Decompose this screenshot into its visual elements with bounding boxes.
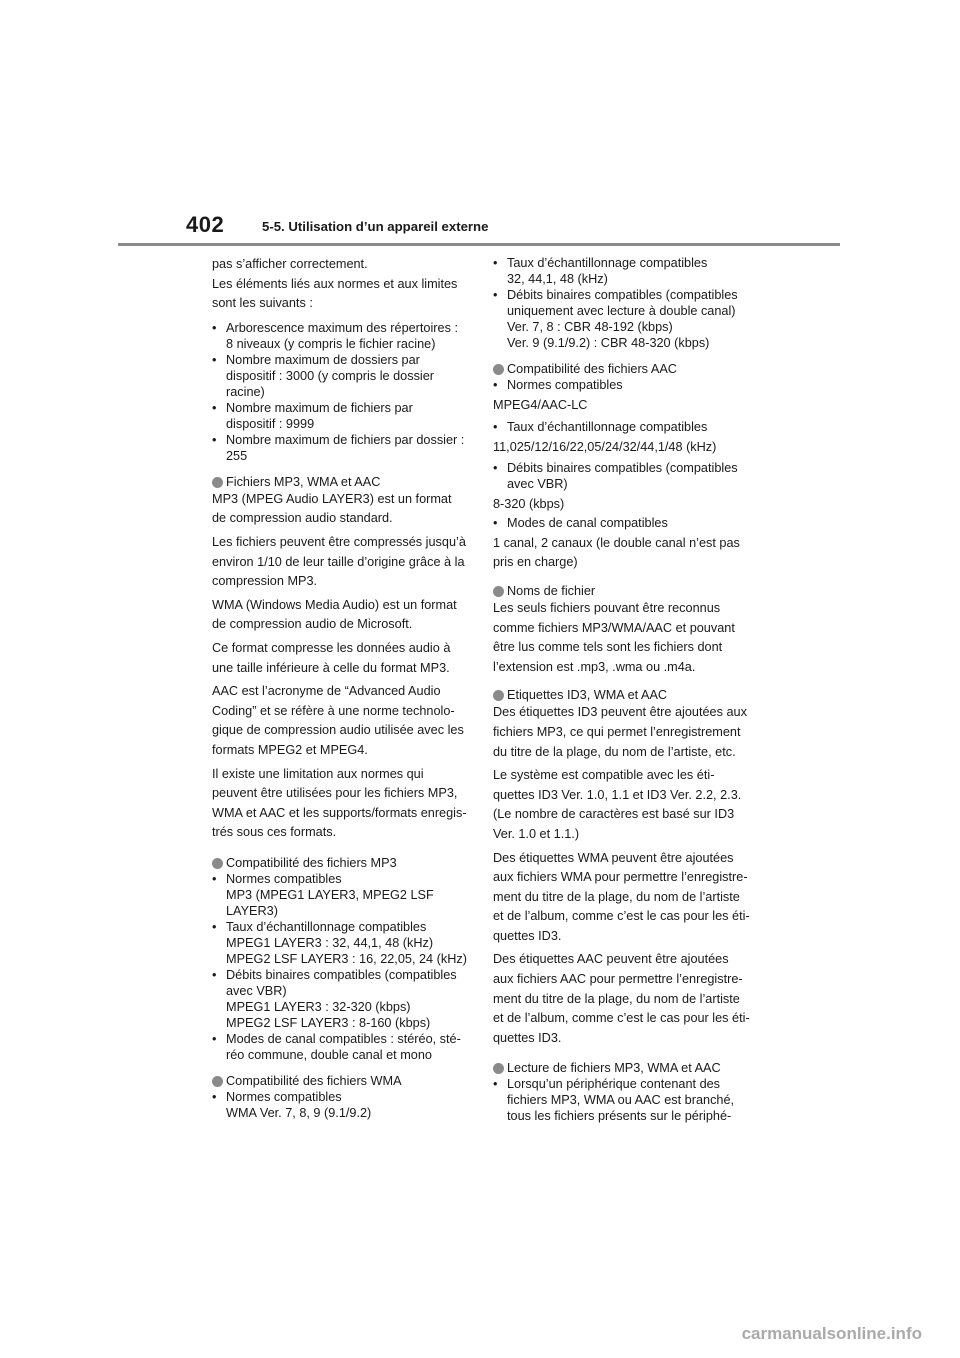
bullet-icon: •	[212, 352, 217, 367]
list-item: • Débits binaires compatibles (compatibles uniquement avec lecture à double canal) Ver. 7, 8 : CBR 48-192 (kbps) Ver. 9 (9.1/9.2) : CBR 48-320 (kbps)	[493, 288, 738, 350]
tags-section	[493, 687, 765, 1048]
text-line: Des étiquettes ID3 peuvent être ajoutées aux	[493, 705, 747, 720]
circle-bullet-icon	[493, 364, 504, 375]
text-line: peuvent être utilisées pour les fichiers MP3,	[212, 786, 458, 801]
list-item: • Lorsqu’un périphérique contenant des fichiers MP3, WMA ou AAC est branché, tous les fichiers présents sur le périphé-	[493, 1077, 735, 1124]
list-item: • Nombre maximum de dossiers par dispositif : 3000 (y compris le dossier racine)	[212, 352, 435, 399]
right-column	[493, 255, 765, 1124]
watermark: carmanualsonline.info	[741, 1324, 922, 1343]
circle-bullet-icon	[493, 690, 504, 701]
bullet-icon: •	[212, 919, 217, 934]
list-item: • Normes compatibles WMA Ver. 7, 8, 9 (9.1/9.2)	[212, 1089, 372, 1120]
text-line: Le système est compatible avec les éti-	[493, 768, 715, 783]
list-item: • Taux d’échantillonnage compatibles 32, 44,1, 48 (kHz)	[493, 256, 708, 286]
text-line: du titre de la plage, du nom de l’artiste, etc.	[493, 744, 736, 759]
text-line: pas s’afficher correctement.	[212, 257, 368, 271]
text-line: l’extension est .mp3, .wma ou .m4a.	[493, 659, 696, 674]
bullet-icon: •	[212, 432, 217, 447]
bullet-icon: •	[493, 378, 498, 392]
list-item: • Modes de canal compatibles	[493, 515, 668, 530]
text-line: ment du titre de la plage, du nom de l’artiste	[493, 889, 740, 904]
wma-section	[212, 1073, 484, 1121]
text-line: être lus comme tels sont les fichiers dont	[493, 640, 723, 655]
circle-bullet-icon	[212, 858, 223, 869]
section-heading: Fichiers MP3, WMA et AAC	[212, 474, 484, 490]
text-line: Des étiquettes WMA peuvent être ajoutées	[493, 850, 734, 865]
text-line: gique de compression audio utilisée avec les	[212, 723, 464, 738]
list-item: • Modes de canal compatibles : stéréo, sté- réo commune, double canal et mono	[212, 1031, 461, 1062]
text-line: Ce format compresse les données audio à	[212, 640, 451, 655]
text-line: MP3 (MPEG Audio LAYER3) est un format	[212, 491, 452, 506]
bullet-icon: •	[212, 1031, 217, 1046]
text-line: Des étiquettes AAC peuvent être ajoutées	[493, 952, 729, 967]
text-line: trés sous ces formats.	[212, 825, 337, 840]
section-title: 5-5. Utilisation d’un appareil externe	[262, 219, 489, 234]
bullet-icon: •	[493, 1077, 498, 1092]
list-item: • Normes compatibles	[493, 378, 623, 392]
bullet-icon: •	[493, 256, 498, 270]
text-line: sont les suivants :	[212, 296, 313, 311]
section-heading: Lecture de fichiers MP3, WMA et AAC	[493, 1060, 765, 1076]
text-line: de compression audio standard.	[212, 511, 393, 526]
text-line: de compression audio de Microsoft.	[212, 617, 413, 632]
page-number: 402	[186, 212, 225, 237]
text-line: quettes ID3.	[493, 928, 562, 943]
limits-list	[212, 320, 484, 464]
bullet-icon: •	[212, 320, 217, 335]
text-line: Les fichiers peuvent être compressés jusqu’à	[212, 534, 466, 549]
section-heading: Noms de fichier	[493, 583, 765, 599]
text-line: une taille inférieure à celle du format MP3.	[212, 660, 450, 675]
aac-section	[493, 361, 765, 573]
list-item: • Nombre maximum de fichiers par dispositif : 9999	[212, 400, 413, 431]
circle-bullet-icon	[212, 477, 223, 488]
text-line: MPEG4/AAC-LC	[493, 398, 588, 412]
list-item: • Nombre maximum de fichiers par dossier : 255	[212, 432, 465, 463]
filenames-section	[493, 583, 765, 677]
section-heading: Compatibilité des fichiers AAC	[493, 361, 765, 377]
bullet-icon: •	[493, 461, 498, 476]
text-line: aux fichiers AAC pour permettre l’enregistre-	[493, 972, 743, 987]
text-line: Les éléments liés aux normes et aux limites	[212, 276, 458, 291]
mp3-section	[212, 855, 484, 1063]
text-line: et de l’album, comme c’est le cas pour les éti-	[493, 1011, 750, 1026]
playback-section	[493, 1060, 765, 1124]
text-line: 8-320 (kbps)	[493, 497, 565, 512]
bullet-icon: •	[212, 1089, 217, 1104]
bullet-icon: •	[212, 871, 217, 886]
circle-bullet-icon	[493, 1063, 504, 1074]
section-heading: Compatibilité des fichiers WMA	[212, 1073, 484, 1089]
list-item: • Débits binaires compatibles (compatibles avec VBR) MPEG1 LAYER3 : 32-320 (kbps) MPEG2 LSF LAYER3 : 8-160 (kbps)	[212, 967, 457, 1030]
circle-bullet-icon	[212, 1076, 223, 1087]
bullet-icon: •	[493, 288, 498, 302]
section-heading: Compatibilité des fichiers MP3	[212, 855, 484, 871]
text-line: Ver. 1.0 et 1.1.)	[493, 826, 580, 841]
text-line: quettes ID3 Ver. 1.0, 1.1 et ID3 Ver. 2.2, 2.3.	[493, 787, 742, 802]
text-line: formats MPEG2 et MPEG4.	[212, 742, 368, 757]
text-line: quettes ID3.	[493, 1030, 562, 1045]
text-line: aux fichiers WMA pour permettre l’enregistre-	[493, 870, 748, 885]
list-item: • Débits binaires compatibles (compatibles avec VBR)	[493, 461, 738, 492]
intro-text	[212, 255, 484, 314]
text-line: comme fichiers MP3/WMA/AAC et pouvant	[493, 620, 735, 635]
text-line: 1 canal, 2 canaux (le double canal n’est pas	[493, 535, 740, 550]
bullet-icon: •	[493, 419, 498, 434]
text-line: ment du titre de la plage, du nom de l’artiste	[493, 991, 740, 1006]
text-line: fichiers MP3, ce qui permet l’enregistrement	[493, 724, 741, 739]
text-line: et de l’album, comme c’est le cas pour les éti-	[493, 909, 750, 924]
list-item: • Taux d’échantillonnage compatibles MPEG1 LAYER3 : 32, 44,1, 48 (kHz) MPEG2 LSF LAYER3 : 16, 22,05, 24 (kHz)	[212, 919, 467, 966]
text-line: 11,025/12/16/22,05/24/32/44,1/48 (kHz)	[493, 439, 717, 454]
list-item: • Normes compatibles MP3 (MPEG1 LAYER3, MPEG2 LSF LAYER3)	[212, 871, 434, 918]
text-line: compression MP3.	[212, 574, 318, 589]
text-line: AAC est l’acronyme de “Advanced Audio	[212, 684, 441, 699]
circle-bullet-icon	[493, 586, 504, 597]
bullet-icon: •	[493, 515, 498, 530]
text-line: WMA (Windows Media Audio) est un format	[212, 597, 457, 612]
bullet-icon: •	[212, 967, 217, 982]
text-line: pris en charge)	[493, 555, 578, 570]
text-line: Coding” et se réfère à une norme technolo-	[212, 703, 455, 718]
wma-section-continued	[493, 255, 765, 351]
text-line: environ 1/10 de leur taille d’origine grâce à la	[212, 554, 465, 569]
bullet-icon: •	[212, 400, 217, 415]
text-line: Les seuls fichiers pouvant être reconnus	[493, 600, 721, 615]
text-line: (Le nombre de caractères est basé sur ID3	[493, 807, 735, 822]
mp3wma-section	[212, 474, 484, 843]
section-heading: Etiquettes ID3, WMA et AAC	[493, 687, 765, 703]
text-line: Il existe une limitation aux normes qui	[212, 766, 424, 781]
list-item: • Arborescence maximum des répertoires : 8 niveaux (y compris le fichier racine)	[212, 320, 458, 351]
header-divider	[118, 243, 840, 246]
text-line: WMA et AAC et les supports/formats enregis-	[212, 805, 467, 820]
list-item: • Taux d’échantillonnage compatibles	[493, 419, 708, 434]
left-column	[212, 255, 484, 1121]
